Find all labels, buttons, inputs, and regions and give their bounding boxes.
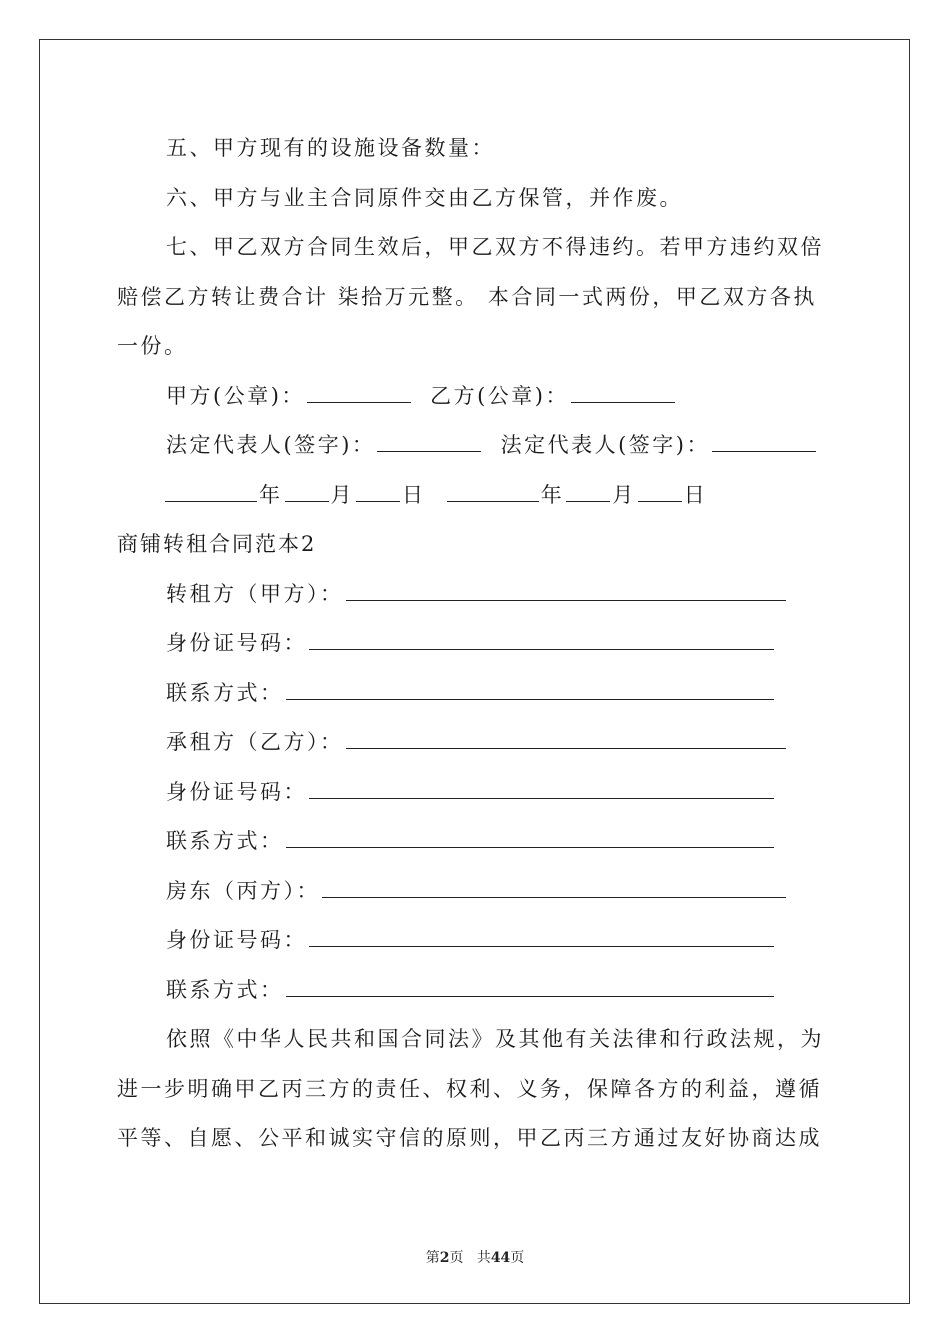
fill-blank — [286, 995, 774, 997]
preamble-line-2: 进一步明确甲乙丙三方的责任、权利、义务，保障各方的利益，遵循 — [117, 1076, 822, 1101]
field-label: 房东（丙方）： — [166, 878, 320, 903]
field-lessee — [117, 718, 831, 768]
year-blank-b — [447, 500, 539, 502]
clause-7-line-1: 七、甲乙双方合同生效后，甲乙双方不得违约。若甲方违约双倍 — [166, 235, 824, 259]
field-label: 身份证号码： — [166, 631, 307, 655]
field-label: 身份证号码： — [166, 779, 307, 804]
field-label: 承租方（乙方）： — [166, 730, 344, 754]
day-blank-b — [638, 500, 682, 502]
current-page-number: 2 — [439, 1250, 450, 1266]
clause-6: 六、甲方与业主合同原件交由乙方保管，并作废。 — [166, 185, 683, 210]
preamble-line-3: 平等、自愿、公平和诚实守信的原则，甲乙丙三方通过友好协商达成 — [117, 1126, 822, 1150]
field-contact-2 — [117, 817, 831, 867]
fill-blank — [346, 747, 786, 749]
field-contact-1 — [117, 669, 831, 719]
document-body — [117, 124, 831, 1164]
preamble-line-1: 依照《中华人民共和国合同法》及其他有关法律和行政法规，为 — [166, 1027, 824, 1051]
field-label: 转租方（甲方）： — [166, 581, 344, 606]
page-unit: 页 — [449, 1250, 464, 1266]
party-b-seal-label: 乙方(公章)： — [430, 383, 569, 408]
fill-blank — [322, 896, 786, 898]
fill-blank — [286, 846, 774, 848]
seal-line — [117, 372, 831, 422]
field-contact-3 — [117, 966, 831, 1016]
year-label-b: 年 — [540, 482, 565, 507]
legal-rep-a-blank — [377, 450, 481, 452]
field-label: 身份证号码： — [166, 928, 307, 952]
total-page-count: 44 — [490, 1250, 511, 1266]
party-b-seal-blank — [571, 401, 675, 403]
fill-blank — [286, 698, 774, 700]
field-sublessor — [117, 570, 831, 620]
day-label-b: 日 — [683, 482, 708, 507]
legal-rep-line — [117, 421, 831, 471]
day-label-a: 日 — [402, 482, 426, 507]
legal-rep-b-blank — [712, 450, 816, 452]
field-id-number-3 — [117, 916, 831, 966]
total-unit: 页 — [510, 1250, 525, 1266]
field-label: 联系方式： — [166, 680, 284, 705]
clause-7-line-3: 一份。 — [117, 334, 188, 358]
day-blank-a — [356, 500, 400, 502]
fill-blank — [309, 945, 774, 947]
field-id-number-2 — [117, 768, 831, 818]
date-line — [117, 471, 831, 521]
legal-rep-a-label: 法定代表人(签字)： — [166, 433, 376, 457]
field-id-number-1 — [117, 619, 831, 669]
legal-rep-b-label: 法定代表人(签字)： — [500, 433, 710, 457]
party-a-seal-label: 甲方(公章)： — [166, 383, 305, 408]
clause-7-line-2: 赔偿乙方转让费合计 柒拾万元整。 本合同一式两份，甲乙双方各执 — [117, 284, 817, 309]
field-label: 联系方式： — [166, 829, 284, 853]
month-label-a: 月 — [330, 482, 354, 507]
month-label-b: 月 — [612, 482, 636, 507]
section-title: 商铺转租合同范本2 — [117, 532, 317, 556]
field-landlord — [117, 867, 831, 917]
month-blank-b — [566, 500, 610, 502]
fill-blank — [309, 648, 774, 650]
total-prefix: 共 — [476, 1250, 491, 1266]
clause-5: 五、甲方现有的设施设备数量： — [166, 136, 495, 160]
year-label-a: 年 — [259, 482, 283, 507]
field-label: 联系方式： — [166, 977, 284, 1002]
page-prefix: 第 — [425, 1250, 440, 1266]
fill-blank — [346, 599, 786, 601]
page-footer — [0, 1247, 950, 1267]
month-blank-a — [285, 500, 329, 502]
fill-blank — [309, 797, 774, 799]
year-blank-a — [165, 500, 257, 502]
party-a-seal-blank — [307, 401, 411, 403]
